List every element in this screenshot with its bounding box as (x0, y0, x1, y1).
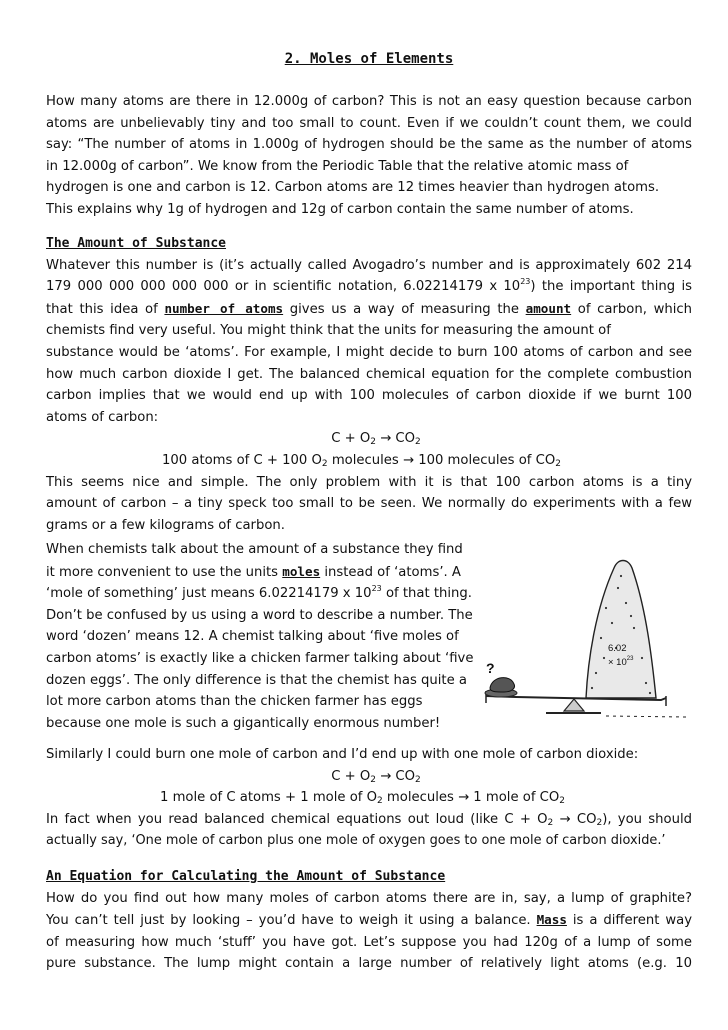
text-line: Whatever this number is (it’s actually called Avogadro’s number and is approximately 602 214 (46, 257, 692, 273)
text-line: 179 000 000 000 000 000 or in scientific notation, 6.02214179 x $10^{23}$) the important thing is (46, 277, 692, 295)
section-heading: The Amount of Substance (46, 236, 227, 251)
text-line: grams or a few kilograms of carbon. (46, 517, 285, 533)
keyword-number-of-atoms: number of atoms (164, 300, 284, 316)
text-line: that this idea of number of atoms gives us a way of measuring the amount of carbon, which (46, 300, 692, 317)
text-line: substance would be ‘atoms’. For example, I might decide to burn 100 atoms of carbon and see (46, 344, 692, 360)
intro-paragraph (46, 91, 692, 221)
text-line: say: “The number of atoms in 1.000g of hydrogen should be the same as the number of atoms (46, 137, 692, 153)
text-line: actually say, ‘One mole of carbon plus one mole of oxygen goes to one mole of carbon dioxide.’ (46, 833, 666, 849)
pile-label: 6.02 (608, 643, 627, 654)
equation-line: $C + O_2 \to CO_2$ (331, 431, 421, 448)
equation-line: 100 atoms of C + 100 $O_2$ molecules → 100 molecules of $CO_2$ (162, 452, 561, 469)
text-line: atoms are unbelievably tiny and too small to count. Even if we couldn’t count them, we could (46, 115, 692, 131)
question-mark: ? (486, 660, 495, 676)
text-line: how much carbon dioxide I get. The balanced chemical equation for the complete combustion (46, 366, 692, 382)
equation-section (46, 866, 692, 975)
text-line: atoms of carbon: (46, 409, 159, 425)
amount-section (46, 233, 692, 536)
text-line: chemists find very useful. You might think that the units for measuring the amount of (46, 323, 611, 339)
text-line: How do you find out how many moles of carbon atoms there are in, say, a lump of graphite? (46, 890, 692, 906)
keyword-mass: Mass (536, 912, 567, 928)
text-line: Similarly I could burn one mole of carbon and I’d end up with one mole of carbon dioxide: (46, 747, 639, 762)
text-line: This explains why 1g of hydrogen and 12g of carbon contain the same number of atoms. (46, 201, 634, 217)
moles-paragraph (46, 539, 486, 734)
text-line: amount of carbon – a tiny speck too small to be seen. We normally do experiments with a few (46, 496, 692, 512)
keyword-amount: amount (525, 300, 572, 316)
text-line: dozen eggs’. The only difference is that the chemist has quite a (46, 672, 467, 688)
pile-label: × $10^{23}$ (608, 656, 634, 668)
text-line: You can’t tell just by looking – you’d have to weigh it using a balance. Mass is a different way (46, 912, 692, 929)
text-line: lot more carbon atoms than the chicken farmer has eggs (46, 694, 423, 710)
equation-line: $C + O_2 \to CO_2$ (331, 768, 421, 785)
balance-drawing (456, 548, 696, 724)
text-line: In fact when you read balanced chemical equations out loud (like $C + O_2 \to CO_2$), you should (46, 811, 692, 828)
text-line: Don’t be confused by us using a word to describe a number. The (46, 607, 473, 623)
text-line: How many atoms are there in 12.000g of carbon? This is not an easy question because carbon (46, 94, 692, 109)
section-heading: An Equation for Calculating the Amount of Substance (46, 869, 446, 884)
page-title: 2. Moles of Elements (284, 51, 454, 67)
text-line: ‘mole of something’ just means 6.02214179 x $10^{23}$ of that thing. (46, 584, 472, 602)
text-line: carbon implies that we would end up with 100 molecules of carbon dioxide if we burnt 100 (46, 388, 692, 404)
text-line: word ‘dozen’ means 12. A chemist talking about ‘five moles of (46, 629, 459, 645)
text-line: of measuring how much ‘stuff’ you have got. Let’s suppose you had 120g of a lump of some (46, 934, 692, 950)
small-creature (490, 678, 515, 692)
balance-illustration (456, 548, 696, 724)
text-line: This seems nice and simple. The only problem with it is that 100 carbon atoms is a tiny (46, 474, 692, 490)
text-line: When chemists talk about the amount of a substance they find (46, 542, 463, 557)
text-line: pure substance. The lump might contain a large number of relatively light atoms (e.g. 10 (46, 956, 692, 972)
fulcrum (564, 699, 584, 711)
text-line: hydrogen is one and carbon is 12. Carbon atoms are 12 times heavier than hydrogen atoms. (46, 180, 660, 196)
similarly-paragraph (46, 744, 692, 852)
text-line: it more convenient to use the units moles instead of ‘atoms’. A (46, 563, 461, 580)
text-line: in 12.000g of carbon”. We know from the Periodic Table that the relative atomic mass of (46, 158, 629, 174)
equation-line: 1 mole of C atoms + 1 mole of $O_2$ molecules → 1 mole of $CO_2$ (160, 790, 565, 807)
text-line: because one mole is such a gigantically enormous number! (46, 715, 441, 731)
text-line: carbon atoms’ is exactly like a chicken farmer talking about ‘five (46, 650, 474, 666)
keyword-moles: moles (282, 563, 321, 579)
atom-pile (586, 561, 656, 699)
